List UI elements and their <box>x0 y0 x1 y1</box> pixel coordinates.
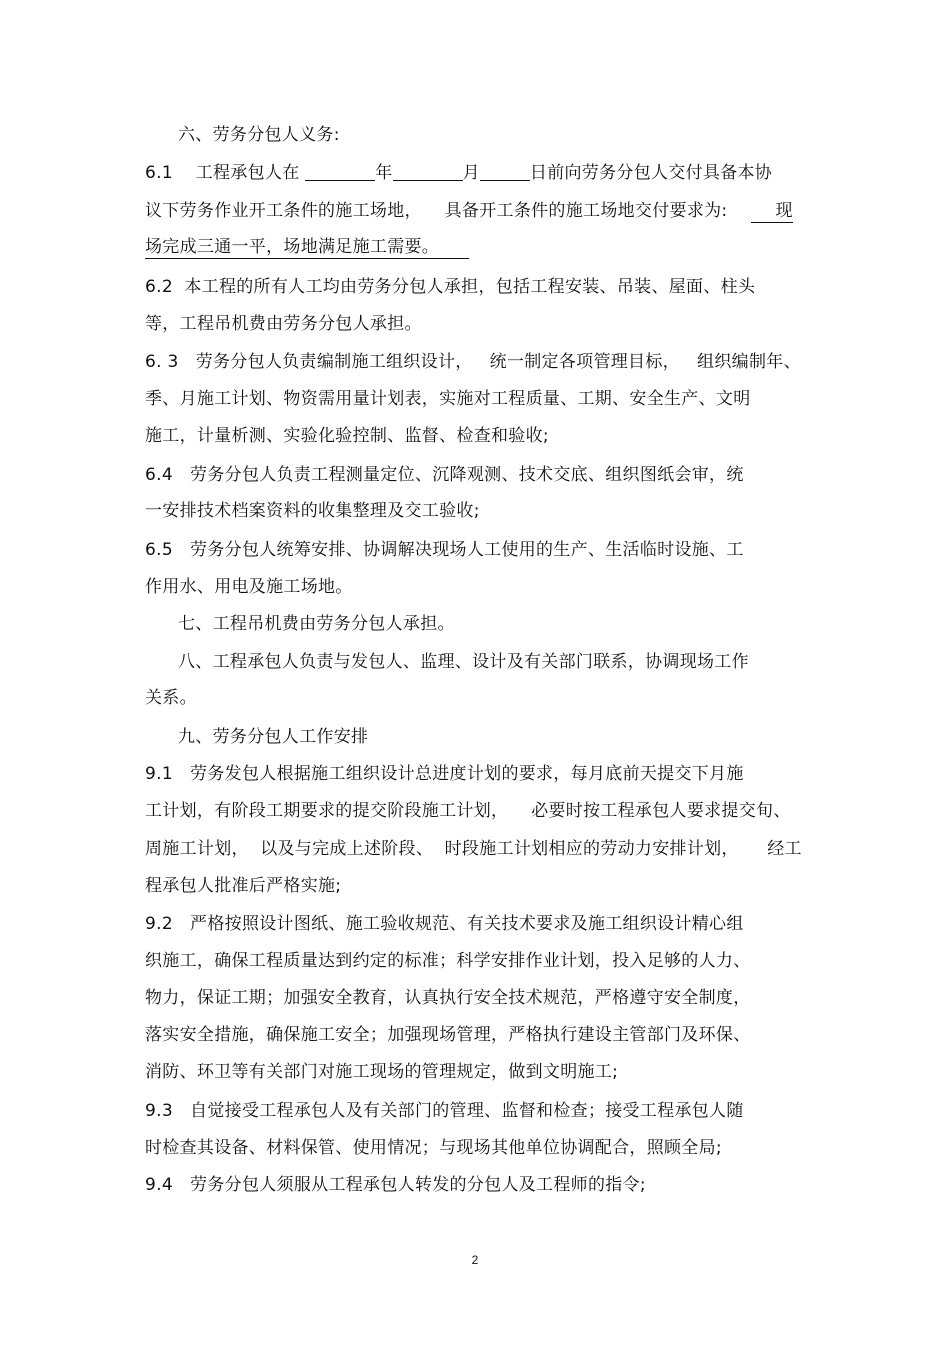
day-blank <box>480 162 530 181</box>
paragraph-6-2-cont: 等，工程吊机费由劳务分包人承担。 <box>145 314 422 334</box>
heading-section-7: 七、工程吊机费由劳务分包人承担。 <box>178 614 455 634</box>
paragraph-9-1-cont2: 周施工计划， 以及与完成上述阶段、 时段施工计划相应的劳动力安排计划， 经工 <box>145 839 802 859</box>
heading-section-6: 六、劳务分包人义务: <box>178 125 340 145</box>
paragraph-9-1-cont3: 程承包人批准后严格实施; <box>145 876 342 896</box>
clause-6-1-suffix: 日前向劳务分包人交付具备本协 <box>529 163 773 183</box>
paragraph-6-5-cont: 作用水、用电及施工场地。 <box>145 577 353 597</box>
site-requirement-text: 场完成三通一平，场地满足施工需要。 <box>145 237 469 259</box>
paragraph-9-3-cont: 时检查其设备、材料保管、使用情况；与现场其他单位协调配合，照顾全局; <box>145 1138 722 1158</box>
paragraph-6-3-cont1: 季、月施工计划、物资需用量计划表，实施对工程质量、工期、安全生产、文明 <box>145 389 751 409</box>
month-blank <box>393 162 463 181</box>
paragraph-6-1-site <box>145 236 469 258</box>
heading-section-8: 八、工程承包人负责与发包人、监理、设计及有关部门联系，协调现场工作 <box>178 652 749 672</box>
heading-section-8-cont: 关系。 <box>145 688 197 708</box>
paragraph-9-4: 9.4 劳务分包人须服从工程承包人转发的分包人及工程师的指令; <box>145 1175 646 1195</box>
clause-6-1-prefix: 6.1 工程承包人在 <box>145 163 306 183</box>
paragraph-9-2-cont3: 落实安全措施，确保施工安全；加强现场管理，严格执行建设主管部门及环保、 <box>145 1025 751 1045</box>
paragraph-6-1-cont <box>145 200 793 222</box>
paragraph-6-4-cont: 一安排技术档案资料的收集整理及交工验收; <box>145 501 480 521</box>
page-number: 2 <box>471 1253 479 1267</box>
paragraph-6-5: 6.5 劳务分包人统筹安排、协调解决现场人工使用的生产、生活临时设施、工 <box>145 540 744 560</box>
paragraph-6-4: 6.4 劳务分包人负责工程测量定位、沉降观测、技术交底、组织图纸会审，统 <box>145 465 744 485</box>
paragraph-9-2-cont2: 物力，保证工期；加强安全教育，认真执行安全技术规范，严格遵守安全制度， <box>145 988 751 1008</box>
paragraph-9-2-cont4: 消防、环卫等有关部门对施工现场的管理规定，做到文明施工; <box>145 1062 619 1082</box>
paragraph-9-2: 9.2 严格按照设计图纸、施工验收规范、有关技术要求及施工组织设计精心组 <box>145 914 744 934</box>
paragraph-9-1-cont1: 工计划，有阶段工期要求的提交阶段施工计划， 必要时按工程承包人要求提交旬、 <box>145 801 791 821</box>
paragraph-6-2: 6.2 本工程的所有人工均由劳务分包人承担，包括工程安装、吊装、屋面、柱头 <box>145 277 756 297</box>
year-blank <box>305 162 375 181</box>
paragraph-9-2-cont1: 织施工，确保工程质量达到约定的标准；科学安排作业计划，投入足够的人力、 <box>145 951 751 971</box>
clause-6-1-text: 议下劳务作业开工条件的施工场地， 具备开工条件的施工场地交付要求为: <box>145 201 728 221</box>
heading-section-9: 九、劳务分包人工作安排 <box>178 727 369 747</box>
paragraph-6-3-cont2: 施工，计量析测、实验化验控制、监督、检查和验收; <box>145 426 549 446</box>
site-requirement-start: 现 <box>751 201 792 223</box>
paragraph-9-1: 9.1 劳务发包人根据施工组织设计总进度计划的要求，每月底前天提交下月施 <box>145 764 744 784</box>
year-label: 年 <box>375 163 393 183</box>
paragraph-6-3: 6. 3 劳务分包人负责编制施工组织设计， 统一制定各项管理目标， 组织编制年、 <box>145 352 801 372</box>
paragraph-6-1 <box>145 162 772 184</box>
month-label: 月 <box>462 163 480 183</box>
paragraph-9-3: 9.3 自觉接受工程承包人及有关部门的管理、监督和检查；接受工程承包人随 <box>145 1101 744 1121</box>
